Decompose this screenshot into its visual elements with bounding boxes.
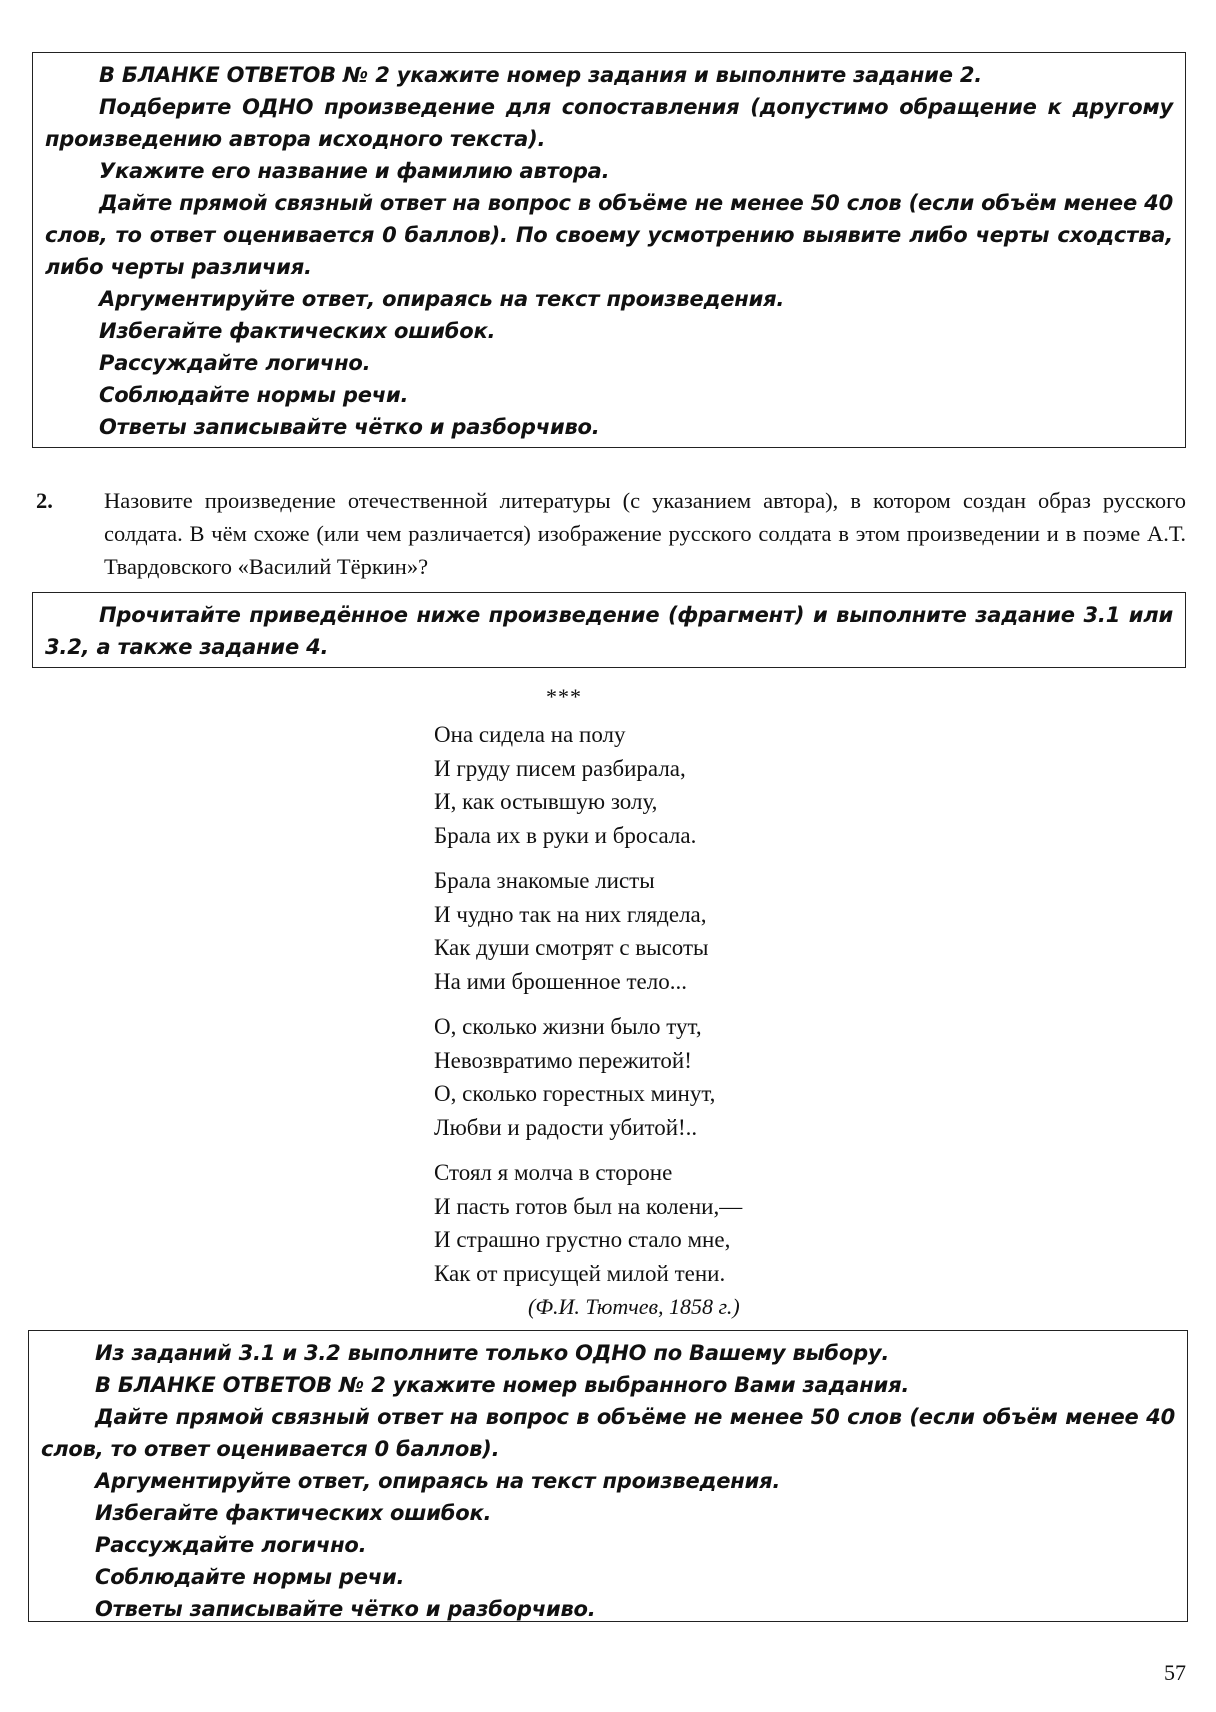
- instruction-line: Укажите его название и фамилию автора.: [99, 159, 610, 183]
- poem-stanza: [434, 718, 742, 852]
- page-number: 57: [1164, 1660, 1186, 1685]
- instruction-line: Ответы записывайте чётко и разборчиво.: [95, 1597, 596, 1621]
- instruction-line: Избегайте фактических ошибок.: [99, 319, 496, 343]
- poem-line: Невозвратимо пережитой!: [434, 1047, 692, 1073]
- reading-instruction-text: Прочитайте приведённое ниже произведение (фрагмент) и выполните задание 3.1 или 3.2, а также задание 4.: [45, 603, 1173, 659]
- instruction-line: Соблюдайте нормы речи.: [99, 383, 409, 407]
- task3-instructions-box: [28, 1330, 1188, 1622]
- poem-stanzas: [434, 718, 742, 1290]
- poem-stanza: [434, 864, 742, 998]
- poem-line: Брала их в руки и бросала.: [434, 822, 697, 848]
- instruction-line: Дайте прямой связный ответ на вопрос в объёме не менее 50 слов (если объём менее 40 слов, то ответ оценивается 0 баллов). По своему усмотрению выявите либо черты сходства, либо черты различия.: [45, 191, 1173, 279]
- poem-attribution: (Ф.И. Тютчев, 1858 г.): [528, 1294, 740, 1319]
- question-2: [36, 484, 1186, 583]
- poem-line: О, сколько горестных минут,: [434, 1081, 716, 1106]
- reading-instruction-box: [32, 592, 1186, 668]
- poem-line: Как от присущей милой тени.: [434, 1260, 726, 1286]
- question-number: 2.: [36, 488, 53, 513]
- instruction-line: Дайте прямой связный ответ на вопрос в объёме не менее 50 слов (если объём менее 40 слов, то ответ оценивается 0 баллов).: [41, 1405, 1175, 1461]
- poem: [434, 680, 743, 1286]
- instruction-line: Аргументируйте ответ, опираясь на текст произведения.: [95, 1469, 781, 1493]
- poem-heading: ***: [546, 684, 582, 709]
- instruction-line: Аргументируйте ответ, опираясь на текст произведения.: [99, 287, 785, 311]
- instruction-line: Избегайте фактических ошибок.: [95, 1501, 492, 1525]
- poem-line: И страшно грустно стало мне,: [434, 1227, 731, 1252]
- poem-line: И чудно так на них глядела,: [434, 901, 707, 927]
- task2-instructions-box: [32, 52, 1186, 448]
- poem-line: И груду писем разбирала,: [434, 755, 686, 781]
- poem-stanza: [434, 1156, 742, 1290]
- instruction-line: В БЛАНКЕ ОТВЕТОВ № 2 укажите номер выбранного Вами задания.: [95, 1373, 910, 1397]
- instruction-line: Рассуждайте логично.: [95, 1533, 367, 1557]
- instruction-line: Подберите ОДНО произведение для сопоставления (допустимо обращение к другому произведению автора исходного текста).: [45, 95, 1173, 151]
- instruction-line: Соблюдайте нормы речи.: [95, 1565, 405, 1589]
- question-text: Назовите произведение отечественной литературы (с указанием автора), в котором создан образ русского солдата. В чём схоже (или чем различается) изображение русского солдата в этом произведении и в поэме А.Т. Твардовского «Василий Тёркин»?: [104, 488, 1186, 579]
- poem-line: Как души смотрят с высоты: [434, 935, 709, 960]
- poem-line: И, как остывшую золу,: [434, 789, 658, 814]
- instruction-line: Ответы записывайте чётко и разборчиво.: [99, 415, 600, 439]
- poem-line: На ими брошенное тело...: [434, 968, 687, 994]
- poem-line: Стоял я молча в стороне: [434, 1160, 673, 1185]
- poem-stanza: [434, 1010, 742, 1144]
- poem-line: О, сколько жизни было тут,: [434, 1014, 702, 1039]
- poem-line: Она сидела на полу: [434, 722, 626, 747]
- poem-line: И пасть готов был на колени,—: [434, 1193, 743, 1219]
- poem-line: Брала знакомые листы: [434, 868, 655, 893]
- instruction-line: Из заданий 3.1 и 3.2 выполните только ОДНО по Вашему выбору.: [95, 1341, 890, 1365]
- poem-line: Любви и радости убитой!..: [434, 1114, 698, 1140]
- instruction-line: Рассуждайте логично.: [99, 351, 371, 375]
- instruction-line: В БЛАНКЕ ОТВЕТОВ № 2 укажите номер задания и выполните задание 2.: [99, 63, 983, 87]
